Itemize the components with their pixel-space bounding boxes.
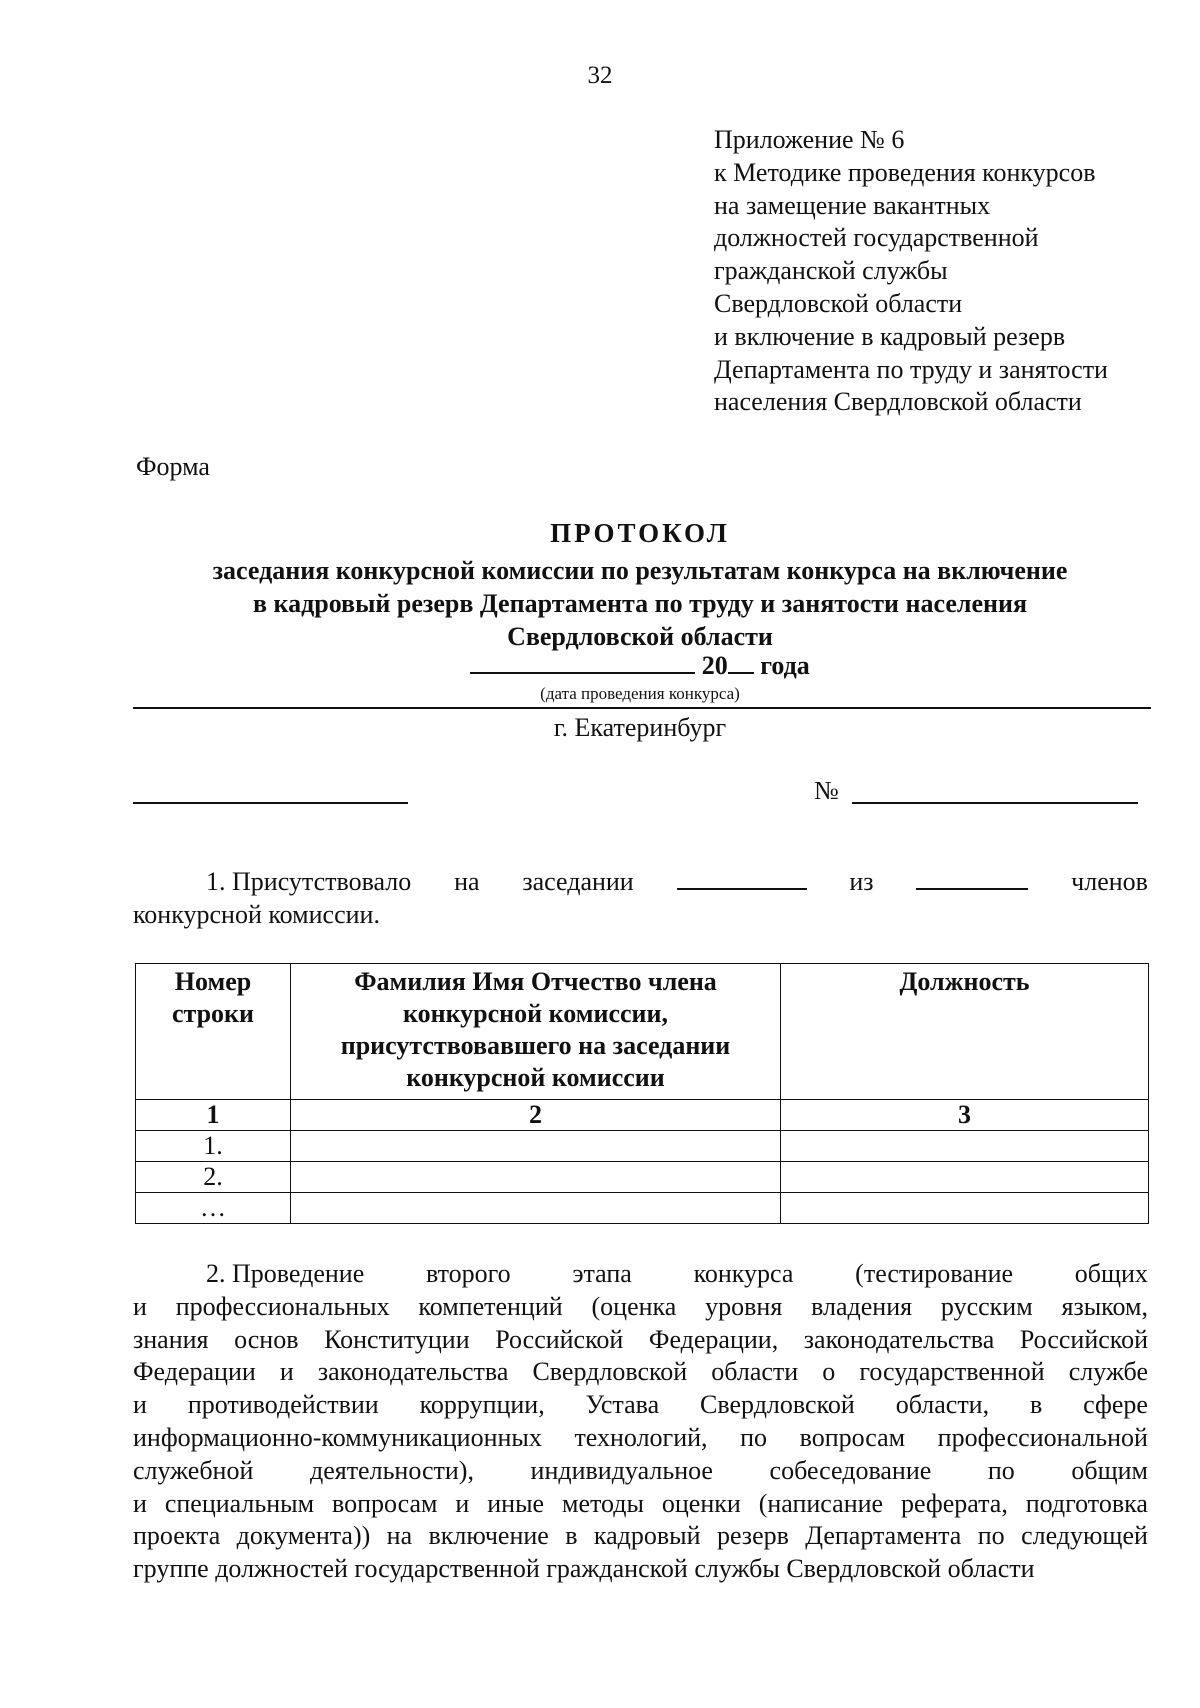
paragraph-word: документа)): [236, 1521, 371, 1551]
horizontal-rule: [133, 707, 1151, 709]
appendix-line: населения Свердловской области: [714, 387, 1082, 417]
paragraph-word: 2. Проведение: [206, 1259, 365, 1288]
subtitle-line: заседания конкурсной комиссии по результатам конкурса на включение: [212, 556, 1068, 585]
paragraph-word: профессиональных: [175, 1291, 390, 1321]
paragraph-line: [133, 1455, 1148, 1488]
number-sign: №: [814, 776, 839, 805]
year-suffix: года: [760, 651, 810, 680]
member-position-cell[interactable]: [781, 1193, 1149, 1224]
paragraph-word: профессиональной: [937, 1422, 1148, 1452]
row-number: 2.: [136, 1162, 291, 1193]
paragraph-second-stage: [133, 1258, 1148, 1586]
paragraph-line: [133, 1258, 1148, 1291]
year-blank-field[interactable]: [728, 650, 754, 674]
paragraph-word: и: [133, 1291, 147, 1321]
paragraph-word: (написание: [758, 1488, 884, 1518]
paragraph-word: коррупции,: [419, 1390, 545, 1420]
header-full-name: Фамилия Имя Отчество члена конкурсной комиссии, присутствовавшего на заседании конкурсной комиссии: [291, 964, 781, 1100]
paragraph-line: [133, 1488, 1148, 1521]
paragraph-word: проекта: [133, 1521, 221, 1551]
protocol-date-blank[interactable]: [133, 802, 408, 804]
paragraph-word: знания: [133, 1324, 209, 1354]
paragraph-word: Конституции: [324, 1324, 470, 1354]
date-line: [130, 650, 1150, 681]
paragraph-line: [133, 1356, 1148, 1389]
appendix-line: и включение в кадровый резерв: [714, 321, 1066, 351]
paragraph-word: по: [977, 1521, 1005, 1551]
paragraph-word: Федерации: [133, 1357, 256, 1387]
paragraph-word: и: [133, 1390, 147, 1420]
paragraph-word: подготовка: [1025, 1488, 1148, 1518]
paragraph-line: [133, 1520, 1148, 1553]
member-position-cell[interactable]: [781, 1131, 1149, 1162]
paragraph-word: кадровый: [593, 1521, 701, 1551]
row-number: …: [136, 1193, 291, 1224]
paragraph-word: информационно-коммуникационных: [133, 1422, 542, 1452]
column-number: 2: [291, 1100, 781, 1131]
column-number: 1: [136, 1100, 291, 1131]
date-hint: (дата проведения конкурса): [540, 684, 740, 703]
paragraph-word: резерв: [716, 1521, 789, 1551]
para1-word: 1. Присутствовало: [206, 867, 412, 896]
paragraph-word: конкурса: [693, 1259, 794, 1288]
paragraph-word: общих: [1074, 1259, 1148, 1288]
city-label: г. Екатеринбург: [553, 713, 727, 742]
paragraph-word: и: [279, 1357, 294, 1387]
paragraph-word: законодательства: [317, 1357, 509, 1387]
paragraph-word: Устава: [585, 1390, 660, 1420]
para1-word: членов: [1071, 867, 1148, 896]
paragraph-word: русским: [940, 1291, 1033, 1321]
paragraph-word: владения: [811, 1291, 913, 1321]
paragraph-word: и: [133, 1488, 147, 1518]
appendix-line: должностей государственной: [714, 223, 1039, 253]
appendix-line: Свердловской области: [714, 288, 963, 318]
paragraph-word: Российской: [495, 1324, 624, 1354]
document-subtitle: [130, 554, 1150, 653]
paragraph-word: следующей: [1021, 1521, 1148, 1551]
paragraph-line: [133, 1291, 1148, 1324]
column-number-row: [136, 1100, 1149, 1131]
column-number: 3: [781, 1100, 1149, 1131]
paragraph-word: (оценка: [591, 1291, 677, 1321]
total-count-blank[interactable]: [916, 866, 1028, 890]
para1-word: на: [454, 867, 480, 896]
paragraph-line: [133, 1324, 1148, 1357]
paragraph-word: законодательства: [803, 1324, 995, 1354]
paragraph-word: области,: [895, 1390, 990, 1420]
paragraph-word: служебной: [133, 1455, 254, 1485]
paragraph-word: по: [740, 1422, 768, 1452]
paragraph-word: иные: [487, 1488, 545, 1518]
paragraph-line: группе должностей государственной гражданской службы Свердловской области: [133, 1554, 1035, 1584]
member-position-cell[interactable]: [781, 1162, 1149, 1193]
appendix-reference: [714, 124, 1108, 419]
paragraph-word: включение: [428, 1521, 549, 1551]
paragraph-word: Российской: [1019, 1324, 1148, 1354]
paragraph-line: [133, 1389, 1148, 1422]
paragraph-word: компетенций: [418, 1291, 563, 1321]
appendix-line: к Методике проведения конкурсов: [714, 157, 1096, 187]
appendix-line: гражданской службы: [714, 256, 948, 286]
paragraph-word: противодействии: [187, 1390, 379, 1420]
subtitle-line: в кадровый резерв Департамента по труду и занятости населения: [252, 589, 1028, 618]
member-name-cell[interactable]: [291, 1193, 781, 1224]
paragraph-word: индивидуальное: [530, 1455, 713, 1485]
table-header-row: [136, 964, 1149, 1100]
present-count-blank[interactable]: [677, 866, 807, 890]
paragraph-word: собеседование: [769, 1455, 932, 1485]
table-row: [136, 1162, 1149, 1193]
appendix-line: Департамента по труду и занятости: [714, 354, 1108, 384]
paragraph-word: уровня: [705, 1291, 783, 1321]
paragraph-word: методы: [562, 1488, 644, 1518]
paragraph-word: о: [822, 1357, 836, 1387]
paragraph-word: по: [987, 1455, 1015, 1485]
paragraph-word: службе: [1068, 1357, 1148, 1387]
paragraph-word: реферата,: [900, 1488, 1008, 1518]
paragraph-word: в: [1030, 1390, 1043, 1420]
paragraph-word: (тестирование: [855, 1259, 1014, 1288]
form-label: Форма: [136, 452, 210, 481]
paragraph-word: области: [711, 1357, 799, 1387]
para1-word: заседании: [522, 867, 634, 896]
year-prefix: 20: [701, 651, 728, 680]
table-row: [136, 1131, 1149, 1162]
appendix-line: на замещение вакантных: [714, 190, 991, 220]
paragraph-word: Свердловской: [700, 1390, 855, 1420]
paragraph-word: Департамента: [805, 1521, 962, 1551]
header-position: Должность: [781, 964, 1149, 1100]
paragraph-word: вопросам: [332, 1488, 438, 1518]
subtitle-line: Свердловской области: [507, 622, 773, 651]
paragraph-word: специальным: [164, 1488, 315, 1518]
para1-word: из: [849, 867, 874, 896]
member-name-cell[interactable]: [291, 1131, 781, 1162]
date-blank-field[interactable]: [470, 650, 695, 674]
paragraph-word: второго: [425, 1259, 511, 1288]
paragraph-word: деятельности),: [309, 1455, 474, 1485]
paragraph-attendance: [133, 866, 1148, 932]
document-title: ПРОТОКОЛ: [550, 518, 730, 548]
paragraph-word: Свердловской: [532, 1357, 688, 1387]
row-number: 1.: [136, 1131, 291, 1162]
paragraph-word: оценки: [661, 1488, 741, 1518]
paragraph-word: основ: [234, 1324, 299, 1354]
para1-line2: конкурсной комиссии.: [133, 899, 380, 929]
table-row: [136, 1193, 1149, 1224]
paragraph-word: Федерации,: [648, 1324, 779, 1354]
paragraph-word: сфере: [1083, 1390, 1148, 1420]
member-name-cell[interactable]: [291, 1162, 781, 1193]
paragraph-line: [133, 1422, 1148, 1455]
paragraph-word: и: [455, 1488, 470, 1518]
header-row-number: Номер строки: [136, 964, 291, 1100]
paragraph-word: на: [386, 1521, 413, 1551]
page-number: 32: [587, 62, 613, 89]
commission-members-table: [135, 963, 1149, 1224]
paragraph-word: этапа: [572, 1259, 632, 1288]
paragraph-word: языком,: [1061, 1291, 1148, 1321]
paragraph-word: технологий,: [574, 1422, 708, 1452]
protocol-number-blank[interactable]: [852, 802, 1138, 804]
appendix-line: Приложение № 6: [714, 125, 905, 154]
paragraph-word: вопросам: [799, 1422, 906, 1452]
paragraph-word: государственной: [859, 1357, 1045, 1387]
paragraph-word: в: [565, 1521, 578, 1551]
paragraph-word: общим: [1071, 1455, 1148, 1485]
